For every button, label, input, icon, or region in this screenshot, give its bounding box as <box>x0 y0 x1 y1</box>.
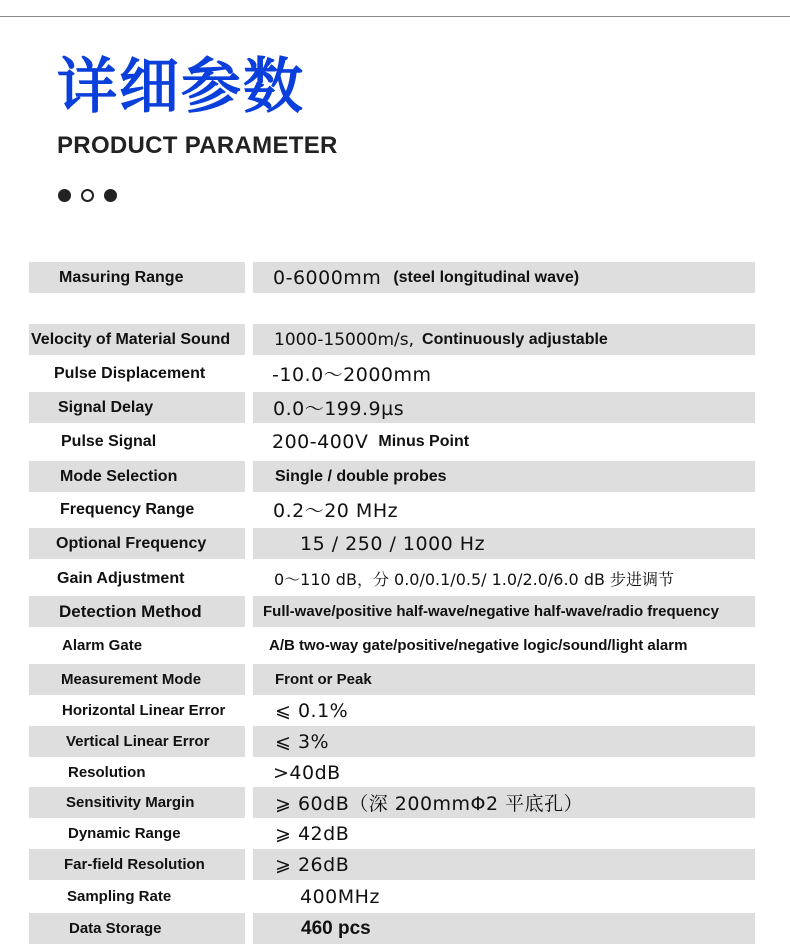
param-value: ⩽ 0.1% <box>275 699 349 722</box>
param-label-cell <box>29 664 245 695</box>
table-row <box>0 695 790 726</box>
param-value-cell <box>253 695 755 726</box>
param-value: ⩾ 26dB <box>275 853 350 876</box>
table-row <box>0 461 790 492</box>
table-row <box>0 849 790 880</box>
page-title-en: PRODUCT PARAMETER <box>57 132 338 159</box>
table-row <box>0 787 790 818</box>
param-label: Sampling Rate <box>67 888 172 905</box>
param-value: 0-6000mm <box>273 266 382 289</box>
param-value-cell <box>253 818 755 849</box>
param-value: 0.2～20 MHz <box>273 500 399 522</box>
param-value-cell <box>253 630 755 661</box>
param-value-cell <box>253 664 755 695</box>
param-label-cell <box>29 913 245 944</box>
param-value-cell <box>253 262 755 293</box>
param-label-cell <box>29 461 245 492</box>
param-label: Masuring Range <box>59 268 184 286</box>
param-label: Sensitivity Margin <box>66 794 195 811</box>
table-row <box>0 392 790 423</box>
table-row <box>0 262 790 293</box>
param-label-cell <box>29 881 245 912</box>
param-value: 0.0～199.9µs <box>273 398 405 420</box>
param-value-cell <box>253 426 755 457</box>
table-row <box>0 426 790 457</box>
param-label: Signal Delay <box>58 398 154 416</box>
param-value: 400MHz <box>300 885 380 908</box>
table-row <box>0 726 790 757</box>
param-label-cell <box>29 787 245 818</box>
param-note: (steel longitudinal wave) <box>393 268 580 286</box>
param-value: Full-wave/positive half-wave/negative half-wave/radio frequency <box>263 603 719 620</box>
top-divider <box>0 16 790 17</box>
dot-filled-icon <box>104 189 117 202</box>
table-row <box>0 913 790 944</box>
dot-hollow-icon <box>81 189 94 202</box>
param-label: Velocity of Material Sound <box>31 330 231 348</box>
param-label: Horizontal Linear Error <box>62 702 226 719</box>
param-value: 15 / 250 / 1000 Hz <box>300 532 486 555</box>
param-label: Data Storage <box>69 920 162 937</box>
param-label-cell <box>29 392 245 423</box>
param-label: Gain Adjustment <box>57 569 185 587</box>
param-label: Pulse Displacement <box>54 364 206 382</box>
param-value: 460 pcs <box>301 917 371 939</box>
param-value-cell <box>253 596 755 627</box>
param-label: Measurement Mode <box>61 671 202 688</box>
param-value-cell <box>253 358 755 389</box>
param-label: Dynamic Range <box>68 825 181 842</box>
param-label: Alarm Gate <box>62 637 143 654</box>
param-label-cell <box>29 695 245 726</box>
param-value-cell <box>253 787 755 818</box>
table-row <box>0 630 790 661</box>
param-value: 200-400V <box>272 430 369 453</box>
param-label: Frequency Range <box>60 500 195 518</box>
param-value-cell <box>253 881 755 912</box>
table-row <box>0 324 790 355</box>
param-note: Minus Point <box>378 432 470 450</box>
param-value: ⩽ 3% <box>275 730 330 753</box>
param-value-cell <box>253 528 755 559</box>
param-value: >40dB <box>273 761 341 784</box>
param-value: ⩾ 42dB <box>275 822 350 845</box>
param-value: ⩾ 60dB（深 200mmΦ2 平底孔） <box>275 793 584 815</box>
param-label: Pulse Signal <box>61 432 157 450</box>
table-row <box>0 563 790 594</box>
table-row <box>0 358 790 389</box>
param-label-cell <box>29 528 245 559</box>
table-row <box>0 494 790 525</box>
param-label-cell <box>29 358 245 389</box>
param-label-cell <box>29 849 245 880</box>
param-label-cell <box>29 494 245 525</box>
param-label-cell <box>29 262 245 293</box>
dot-filled-icon <box>58 189 71 202</box>
param-label: Vertical Linear Error <box>66 733 210 750</box>
param-value: A/B two-way gate/positive/negative logic/sound/light alarm <box>269 637 688 654</box>
param-label-cell <box>29 818 245 849</box>
param-value: 1000-15000m/s, <box>274 329 415 350</box>
param-value-cell <box>253 757 755 788</box>
param-label-cell <box>29 726 245 757</box>
param-label-cell <box>29 630 245 661</box>
param-value-cell <box>253 392 755 423</box>
param-label-cell <box>29 563 245 594</box>
param-label-cell <box>29 757 245 788</box>
param-label: Resolution <box>68 764 146 781</box>
param-label: Mode Selection <box>60 467 178 485</box>
param-value-cell <box>253 563 755 594</box>
page-title-cn: 详细参数 <box>57 52 305 122</box>
param-value-cell <box>253 849 755 880</box>
param-value-cell <box>253 324 755 355</box>
param-value-cell <box>253 461 755 492</box>
param-value: Single / double probes <box>275 467 447 485</box>
table-row <box>0 757 790 788</box>
table-row <box>0 881 790 912</box>
param-label-cell <box>29 324 245 355</box>
param-value-cell <box>253 913 755 944</box>
table-row <box>0 664 790 695</box>
param-label: Detection Method <box>59 601 202 621</box>
param-label: Optional Frequency <box>56 534 207 552</box>
param-value-cell <box>253 494 755 525</box>
table-row <box>0 818 790 849</box>
param-value: Front or Peak <box>275 671 372 688</box>
param-label: Far-field Resolution <box>64 856 205 873</box>
param-label-cell <box>29 596 245 627</box>
table-row <box>0 596 790 627</box>
param-value: -10.0～2000mm <box>272 364 432 386</box>
param-note: Continuously adjustable <box>422 330 608 348</box>
param-label-cell <box>29 426 245 457</box>
param-value-cell <box>253 726 755 757</box>
decorative-dots <box>58 189 117 202</box>
table-row <box>0 528 790 559</box>
param-value: 0～110 dB，分 0.0/0.1/0.5/ 1.0/2.0/6.0 dB 步进调节 <box>274 570 675 589</box>
